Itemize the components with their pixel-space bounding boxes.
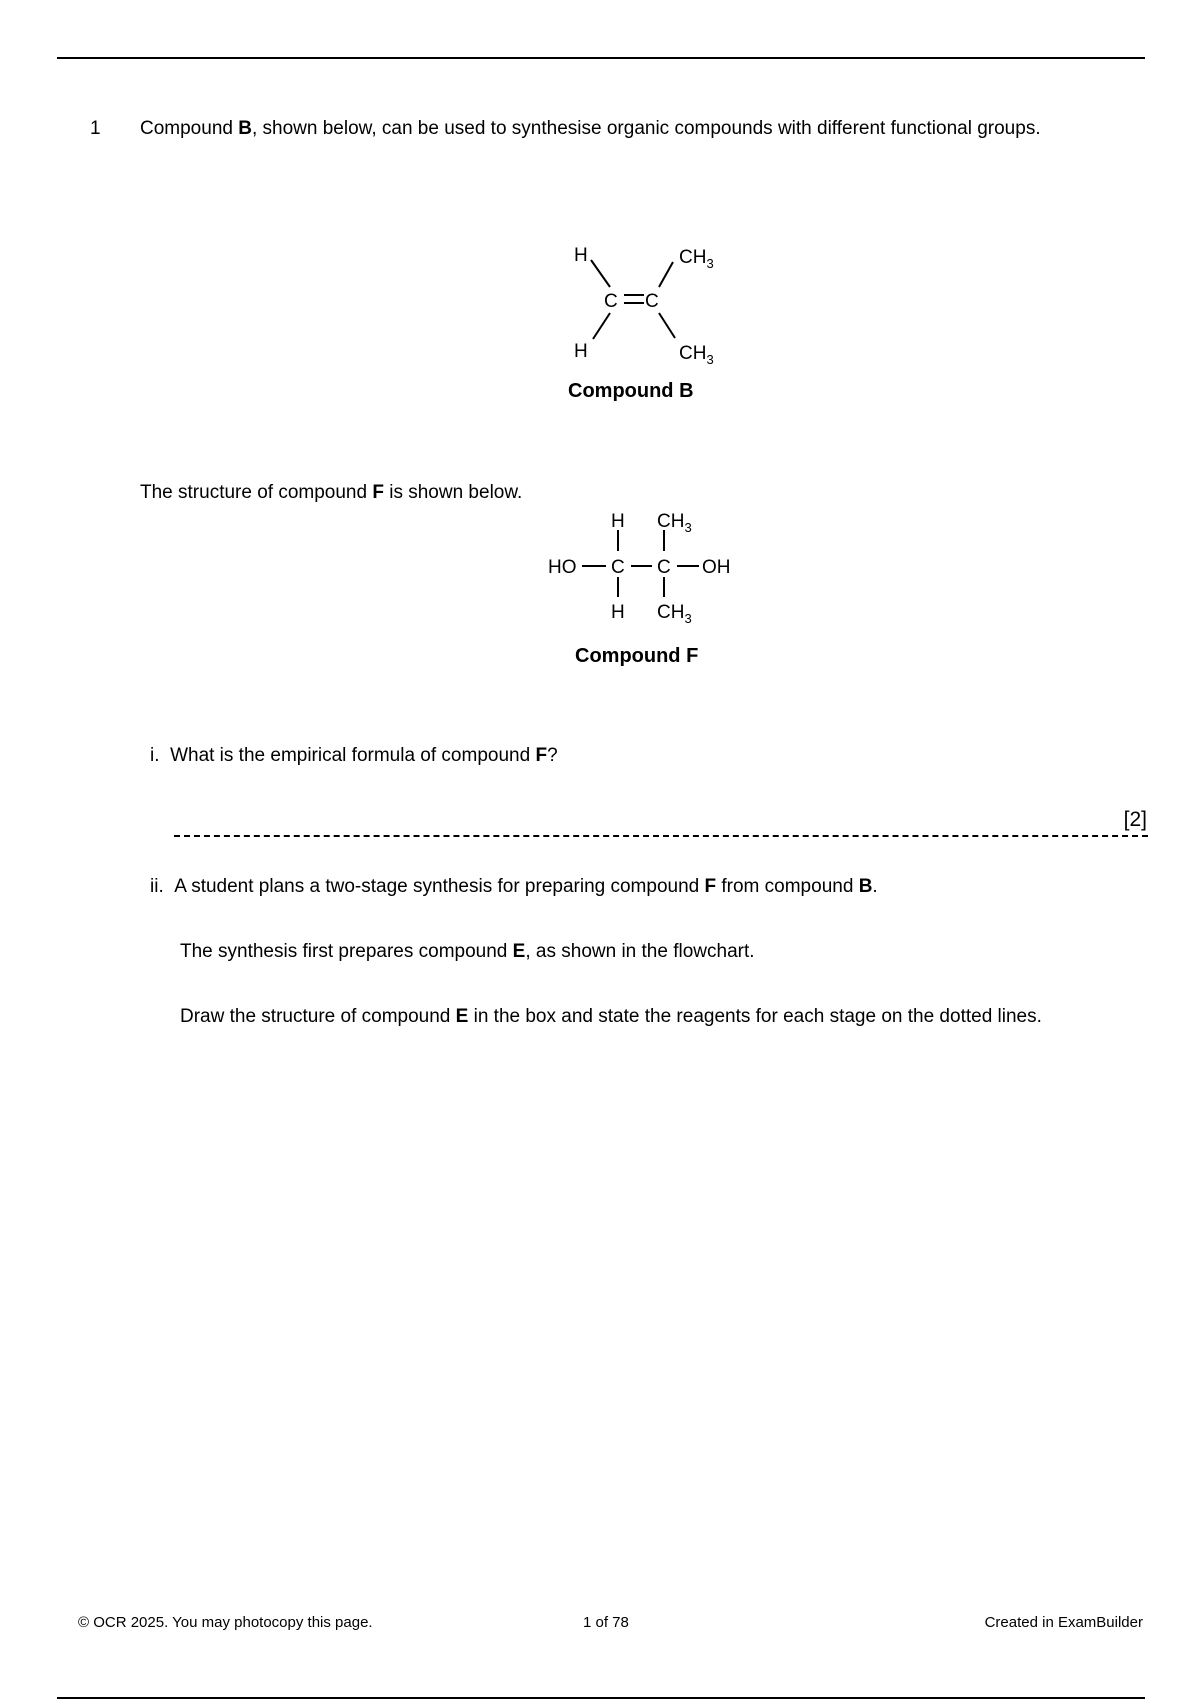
bond-c-ch3-lower	[659, 313, 675, 338]
atom-ho: HO	[548, 557, 577, 578]
bond-h-c-upper	[591, 260, 610, 287]
atom-c2: C	[657, 557, 671, 578]
question-intro: Compound B, shown below, can be used to synthesise organic compounds with different functional groups.	[140, 118, 1041, 139]
compound-b-caption: Compound B	[568, 380, 694, 402]
compound-b-structure	[540, 230, 760, 410]
part-i-answer-line[interactable]	[174, 835, 1148, 837]
part-ii-question: ii. A student plans a two-stage synthesis for preparing compound F from compound B.	[150, 876, 878, 897]
top-rule	[57, 57, 1145, 59]
footer-credit: Created in ExamBuilder	[984, 1614, 1143, 1631]
atom-c-left: C	[604, 291, 618, 312]
atom-c1: C	[611, 557, 625, 578]
part-i-question: i. What is the empirical formula of compound F?	[150, 745, 558, 766]
bond-h-c-lower	[593, 313, 610, 339]
atom-c-right: C	[645, 291, 659, 312]
methyl-upper: $CH_3$	[657, 511, 692, 535]
compound-f-caption: Compound F	[575, 645, 699, 667]
footer-copyright: © OCR 2025. You may photocopy this page.	[78, 1614, 373, 1631]
bottom-rule	[57, 1697, 1145, 1699]
atom-oh: OH	[702, 557, 731, 578]
compound-f-structure	[540, 500, 760, 680]
methyl-upper: $CH_3$	[679, 247, 714, 271]
part-ii-paragraph-1: The synthesis first prepares compound E, as shown in the flowchart.	[180, 941, 755, 962]
question-number: 1	[90, 118, 101, 139]
part-ii-paragraph-2: Draw the structure of compound E in the box and state the reagents for each stage on the dotted lines.	[180, 1006, 1042, 1027]
atom-h-lower: H	[611, 602, 625, 623]
compound-f-intro: The structure of compound F is shown below.	[140, 482, 523, 503]
atom-h-upper: H	[611, 511, 625, 532]
footer-page-number: 1 of 78	[583, 1614, 629, 1631]
methyl-lower: $CH_3$	[657, 602, 692, 626]
part-i-marks: [2]	[1123, 808, 1147, 831]
methyl-lower: $CH_3$	[679, 343, 714, 367]
atom-h-upper: H	[574, 245, 588, 266]
atom-h-lower: H	[574, 341, 588, 362]
bond-c-ch3-upper	[659, 262, 673, 287]
